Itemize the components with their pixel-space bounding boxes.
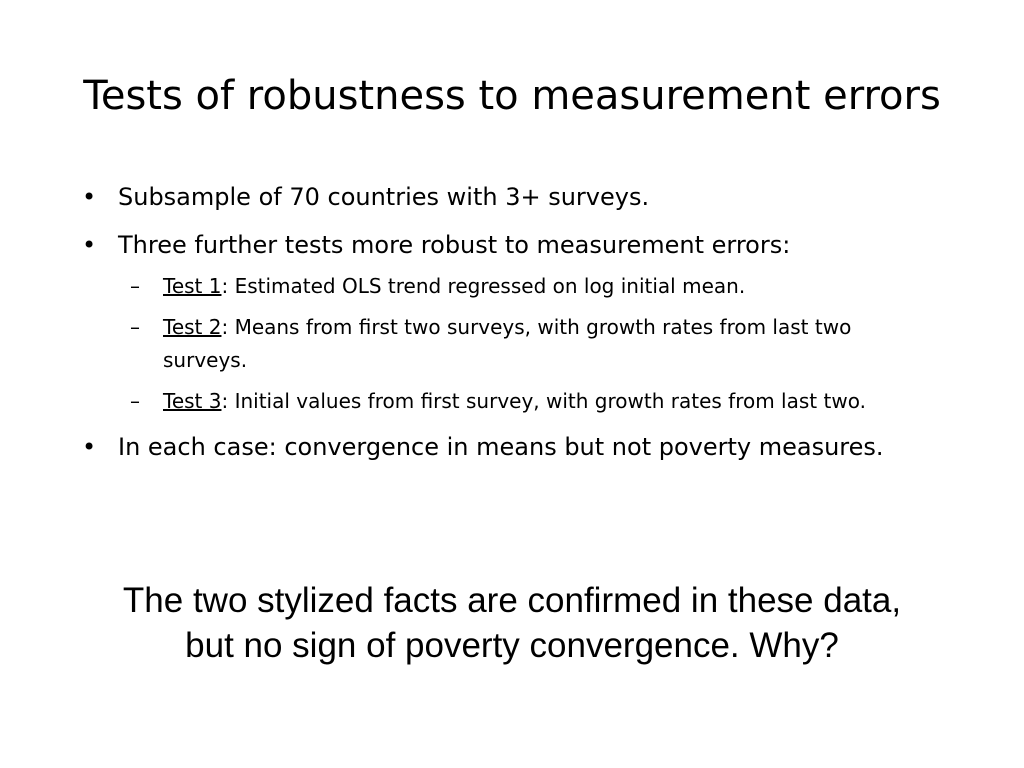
test-label: Test 3 [163, 389, 222, 413]
bullet-item-further-tests [80, 228, 940, 262]
bullet-item-each-case [80, 430, 940, 464]
test-label: Test 1 [163, 274, 222, 298]
sub-bullet-test-2 [125, 311, 940, 377]
conclusion-text [0, 578, 1024, 668]
sub-bullet-test-1 [125, 270, 940, 303]
slide-title: Tests of robustness to measurement errors [83, 73, 941, 119]
dash-icon: – [130, 315, 140, 339]
bullet-dot-icon: • [82, 183, 97, 211]
bullet-text: In each case: convergence in means but not poverty measures. [118, 433, 884, 461]
conclusion-line: The two stylized facts are confirmed in these data, [122, 581, 902, 620]
bullet-dot-icon: • [82, 231, 97, 259]
sub-bullet-test-3 [125, 385, 940, 418]
test-description: : Initial values from first survey, with growth rates from last two. [221, 389, 866, 413]
test-label: Test 2 [163, 315, 222, 339]
conclusion-line: but no sign of poverty convergence. Why? [185, 626, 839, 665]
bullet-list [80, 180, 940, 478]
bullet-item-subsample [80, 180, 940, 214]
dash-icon: – [130, 389, 140, 413]
bullet-text: Three further tests more robust to measurement errors: [118, 231, 791, 259]
bullet-dot-icon: • [82, 433, 97, 461]
test-description: : Means from first two surveys, with growth rates from last two surveys. [163, 315, 852, 372]
bullet-text: Subsample of 70 countries with 3+ surveys. [118, 183, 650, 211]
dash-icon: – [130, 274, 140, 298]
test-description: : Estimated OLS trend regressed on log initial mean. [221, 274, 746, 298]
sub-bullet-list [80, 270, 940, 418]
